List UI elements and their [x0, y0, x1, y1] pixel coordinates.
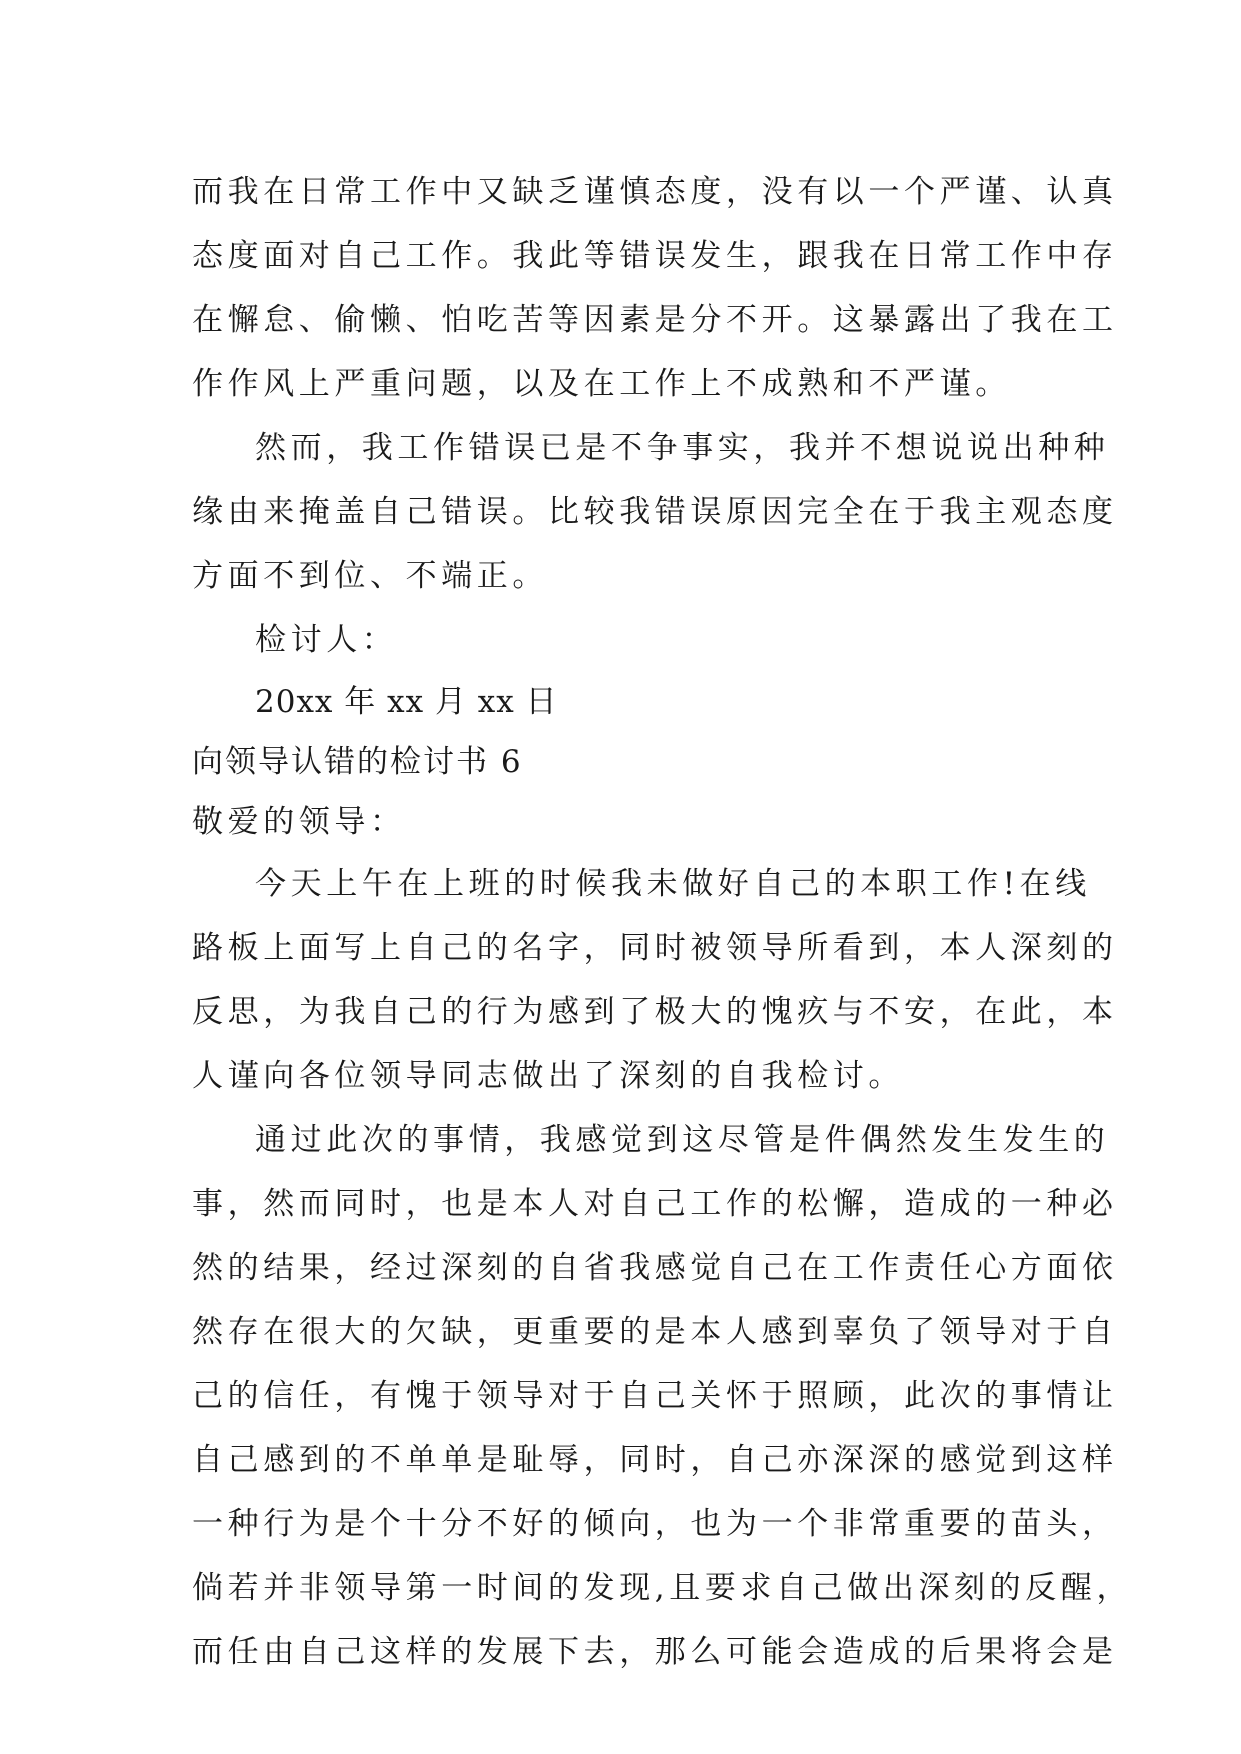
paragraph-line: 路板上面写上自己的名字，同时被领导所看到，本人深刻的	[192, 930, 1118, 966]
paragraph-line: 而任由自己这样的发展下去，那么可能会造成的后果将会是	[192, 1634, 1118, 1670]
paragraph-line: 反思，为我自己的行为感到了极大的愧疚与不安，在此，本	[192, 994, 1118, 1030]
paragraph-line: 事，然而同时，也是本人对自己工作的松懈，造成的一种必	[192, 1186, 1118, 1222]
paragraph-line: 人谨向各位领导同志做出了深刻的自我检讨。	[192, 1058, 904, 1094]
paragraph-line: 今天上午在上班的时候我未做好自己的本职工作!在线	[255, 866, 1091, 902]
paragraph-line: 方面不到位、不端正。	[192, 558, 548, 594]
paragraph-line: 通过此次的事情，我感觉到这尽管是件偶然发生发生的	[255, 1122, 1110, 1158]
paragraph-line: 己的信任，有愧于领导对于自己关怀于照顾，此次的事情让	[192, 1378, 1118, 1414]
paragraph-line: 态度面对自己工作。我此等错误发生，跟我在日常工作中存	[192, 238, 1118, 274]
paragraph-line: 缘由来掩盖自己错误。比较我错误原因完全在于我主观态度	[192, 494, 1118, 530]
date-line: 20xx 年 xx 月 xx 日	[255, 684, 558, 720]
paragraph-line: 一种行为是个十分不好的倾向，也为一个非常重要的苗头，	[192, 1506, 1118, 1542]
paragraph-line: 然而，我工作错误已是不争事实，我并不想说说出种种	[255, 430, 1110, 466]
paragraph-line: 倘若并非领导第一时间的发现,且要求自己做出深刻的反醒，	[192, 1570, 1133, 1606]
salutation: 敬爱的领导：	[192, 804, 406, 840]
paragraph-line: 自己感到的不单单是耻辱，同时，自己亦深深的感觉到这样	[192, 1442, 1118, 1478]
section-title: 向领导认错的检讨书 6	[192, 744, 523, 780]
document-body	[192, 160, 1133, 1684]
paragraph-line: 在懈怠、偷懒、怕吃苦等因素是分不开。这暴露出了我在工	[192, 302, 1118, 338]
paragraph-line: 而我在日常工作中又缺乏谨慎态度，没有以一个严谨、认真	[192, 174, 1118, 210]
paragraph-line: 然的结果，经过深刻的自省我感觉自己在工作责任心方面依	[192, 1250, 1118, 1286]
paragraph-line: 作作风上严重问题，以及在工作上不成熟和不严谨。	[192, 366, 1011, 402]
paragraph-line: 然存在很大的欠缺，更重要的是本人感到辜负了领导对于自	[192, 1314, 1118, 1350]
signature-label: 检讨人：	[255, 622, 398, 658]
